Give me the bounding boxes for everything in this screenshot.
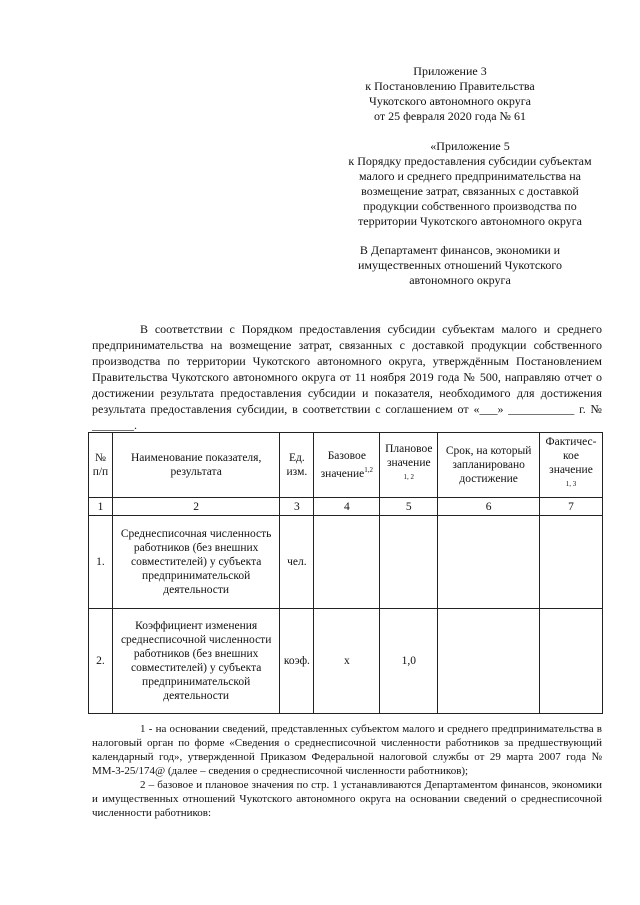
appendix-5-line: возмещение затрат, связанных с доставкой xyxy=(361,184,579,198)
footnote-2-text: 2 – базовое и плановое значения по стр. 1 устанавливаются Департаментом финансов, экономики и имущественных отношений Чукотского автономного округа на основании сведений о среднесписочной численности работников: xyxy=(92,779,602,819)
column-number: 7 xyxy=(540,498,603,516)
row-num: 1. xyxy=(89,516,113,609)
row-num: 2. xyxy=(89,609,113,714)
table-row xyxy=(89,516,603,609)
row-actual xyxy=(540,516,603,609)
appendix-5-line: к Порядку предоставления субсидии субъектам xyxy=(348,154,592,168)
table-header-row xyxy=(89,433,603,498)
header-plan-footnote: 1, 2 xyxy=(403,473,415,482)
row-unit: коэф. xyxy=(280,609,314,714)
appendix-5-line: территории Чукотского автономного округа xyxy=(358,214,582,228)
header-name: Наименование показателя, результата xyxy=(112,433,279,498)
row-name: Среднесписочная численность работников (без внешних совместителей) у субъекта предпринимательской деятельности xyxy=(112,516,279,609)
header-unit: Ед. изм. xyxy=(280,433,314,498)
header-actual-label: Фактичес-кое значение xyxy=(545,436,597,477)
report-table xyxy=(88,432,603,714)
header-base-label: Базовое значение xyxy=(320,450,366,480)
column-number: 4 xyxy=(314,498,380,516)
header-actual-footnote: 1, 3 xyxy=(565,480,577,489)
recipient-line: В Департамент финансов, экономики и xyxy=(359,243,561,257)
appendix-3-line: Приложение 3 xyxy=(413,64,487,78)
column-number: 5 xyxy=(380,498,438,516)
table-row xyxy=(89,609,603,714)
row-plan: 1,0 xyxy=(380,609,438,714)
appendix-5-line: «Приложение 5 xyxy=(430,139,510,153)
row-name: Коэффициент изменения среднесписочной численности работников (без внешних совместителей) у субъекта предпринимательской деятельности xyxy=(112,609,279,714)
column-number: 2 xyxy=(112,498,279,516)
footnotes xyxy=(92,722,602,820)
row-base xyxy=(314,516,380,609)
appendix-3-line: к Постановлению Правительства xyxy=(365,79,535,93)
row-plan xyxy=(380,516,438,609)
header-plan xyxy=(380,433,438,498)
appendix-3-line: от 25 февраля 2020 года № 61 xyxy=(374,109,526,123)
column-number: 3 xyxy=(280,498,314,516)
row-unit: чел. xyxy=(280,516,314,609)
appendix-3-line: Чукотского автономного округа xyxy=(369,94,531,108)
column-number: 6 xyxy=(438,498,540,516)
appendix-5-line: малого и среднего предпринимательства на xyxy=(358,169,582,183)
row-term xyxy=(438,516,540,609)
recipient-block xyxy=(330,243,590,288)
appendix-5-header xyxy=(320,139,620,229)
column-numbering-row xyxy=(89,498,603,516)
row-term xyxy=(438,609,540,714)
appendix-5-line: продукции собственного производства по xyxy=(363,199,577,213)
header-actual xyxy=(540,433,603,498)
column-number: 1 xyxy=(89,498,113,516)
header-num: № п/п xyxy=(89,433,113,498)
appendix-3-header xyxy=(330,64,570,124)
footnote-1-text: 1 - на основании сведений, представленных субъектом малого и среднего предпринимательства в налоговый орган по форме «Сведения о среднесписочной численности работников за предшествующий календарный год», утвержденной Приказом Федеральной налоговой службы от 29 марта 2007 года № ММ-3-25/174@ (далее – сведения о среднесписочной численности работников); xyxy=(92,723,602,777)
header-plan-label: Плановое значение xyxy=(385,443,433,470)
row-base: х xyxy=(314,609,380,714)
header-base xyxy=(314,433,380,498)
intro-paragraph xyxy=(92,321,602,433)
header-term: Срок, на который запланировано достижение xyxy=(438,433,540,498)
intro-text: В соответствии с Порядком предоставления субсидии субъектам малого и среднего предпринимательства на возмещение затрат, связанных с доставкой продукции собственного производства по территории Чукотского автономного округа, утверждённым Постановлением Правительства Чукотского автономного округа от 11 ноября 2019 года № 500, направляю отчет о достижении результата предоставления субсидии и показателя, необходимого для достижения результата предоставления субсидии, в соответствии с соглашением от «___» ___________ г. № _______. xyxy=(92,322,602,432)
recipient-line: имущественных отношений Чукотского xyxy=(357,258,563,272)
row-actual xyxy=(540,609,603,714)
header-base-footnote: 1,2 xyxy=(364,466,374,475)
footnote-1 xyxy=(92,722,602,778)
recipient-line: автономного округа xyxy=(409,273,511,287)
footnote-2 xyxy=(92,778,602,820)
